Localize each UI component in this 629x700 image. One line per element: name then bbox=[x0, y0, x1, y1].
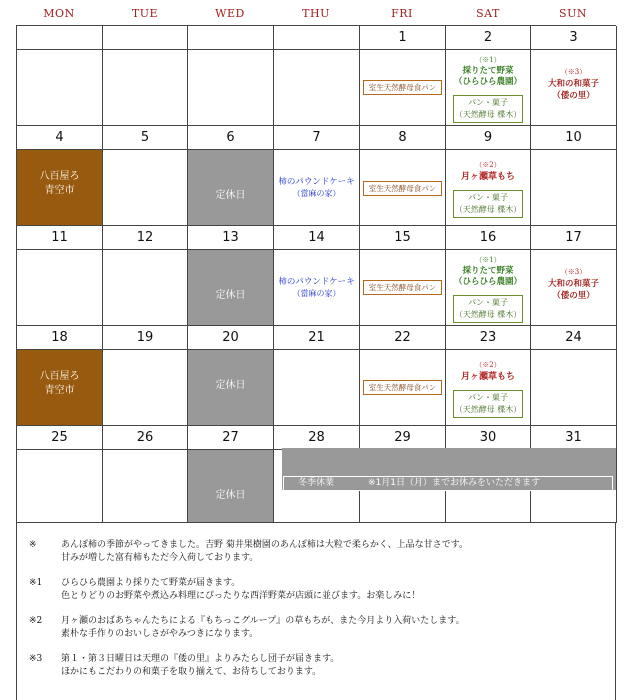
day-label: 22 bbox=[394, 330, 411, 345]
weekday-thu: THU bbox=[302, 7, 330, 20]
day-cell bbox=[17, 450, 103, 523]
day-label: 17 bbox=[565, 230, 582, 245]
note-line: ひらひら農園より採りたて野菜が届きます。 bbox=[61, 578, 241, 588]
day-number bbox=[188, 426, 274, 450]
day-label: 13 bbox=[222, 230, 239, 245]
weekday-mon: MON bbox=[43, 7, 75, 20]
day-label: 6 bbox=[226, 130, 235, 145]
day-number bbox=[531, 326, 617, 350]
note-mark: （※3） bbox=[560, 68, 587, 76]
day-number bbox=[103, 426, 188, 450]
day-cell bbox=[360, 250, 446, 326]
day-label: 28 bbox=[308, 430, 325, 445]
market-subtitle: 青空市 bbox=[44, 385, 75, 396]
day-number-empty bbox=[17, 26, 103, 50]
closed-cell bbox=[188, 350, 274, 426]
weekday-header bbox=[16, 0, 616, 24]
day-label: 29 bbox=[394, 430, 411, 445]
pan-event bbox=[453, 95, 523, 123]
day-cell bbox=[360, 350, 446, 426]
day-cell bbox=[531, 350, 617, 426]
note-mark: （※1） bbox=[475, 256, 501, 264]
notes-panel bbox=[16, 522, 616, 700]
day-number bbox=[103, 326, 188, 350]
note-line: 甘みが増した富有柿もただ今入荷しております。 bbox=[61, 553, 259, 563]
day-cell bbox=[446, 150, 531, 226]
pan-event bbox=[453, 390, 523, 418]
day-label: 11 bbox=[51, 230, 68, 245]
weekday-fri: FRI bbox=[391, 7, 413, 20]
day-number-empty bbox=[103, 26, 188, 50]
day-number bbox=[17, 226, 103, 250]
day-cell bbox=[360, 150, 446, 226]
mochi-event bbox=[446, 159, 530, 183]
day-cell bbox=[360, 50, 446, 126]
note-item bbox=[29, 539, 609, 565]
day-cell bbox=[531, 50, 617, 126]
day-label: 1 bbox=[398, 30, 407, 45]
day-cell bbox=[274, 350, 360, 426]
vegetable-source: （ひらひら農園） bbox=[453, 77, 522, 87]
day-number bbox=[360, 26, 446, 50]
pan-event bbox=[453, 190, 523, 218]
day-number bbox=[531, 426, 617, 450]
day-number bbox=[531, 126, 617, 150]
day-number bbox=[446, 426, 531, 450]
cake-source: （當麻の家） bbox=[292, 189, 341, 198]
pan-title: パン・菓子 bbox=[468, 393, 508, 402]
day-number bbox=[274, 126, 360, 150]
note-item bbox=[29, 577, 609, 603]
day-label: 3 bbox=[569, 30, 578, 45]
day-label: 21 bbox=[308, 330, 325, 345]
vegetable-event bbox=[446, 55, 530, 88]
day-number bbox=[274, 426, 360, 450]
closed-cell bbox=[188, 150, 274, 226]
day-label: 31 bbox=[565, 430, 582, 445]
closed-label: 定休日 bbox=[215, 380, 246, 391]
wagashi-title: 大和の和菓子 bbox=[547, 79, 599, 89]
day-number bbox=[360, 226, 446, 250]
market-title: 八百屋ろ bbox=[39, 171, 80, 182]
day-number bbox=[17, 326, 103, 350]
market-cell bbox=[17, 150, 103, 226]
day-number bbox=[360, 126, 446, 150]
day-label: 7 bbox=[312, 130, 321, 145]
day-number bbox=[531, 26, 617, 50]
weekday-tue: TUE bbox=[131, 7, 159, 20]
note-mark: ※2 bbox=[29, 616, 43, 626]
day-number bbox=[188, 226, 274, 250]
day-number-empty bbox=[188, 26, 274, 50]
day-cell bbox=[274, 50, 360, 126]
note-body bbox=[61, 539, 609, 565]
vegetable-title: 採りたて野菜 bbox=[462, 66, 514, 76]
bread-event: 室生天然酵母食パン bbox=[363, 380, 442, 395]
day-label: 10 bbox=[565, 130, 582, 145]
pan-source: （天然酵母 楪木） bbox=[454, 205, 522, 214]
day-label: 27 bbox=[222, 430, 239, 445]
pan-title: パン・菓子 bbox=[468, 98, 508, 107]
winter-closure-label: 冬季休業 bbox=[298, 478, 335, 488]
day-cell bbox=[188, 50, 274, 126]
note-mark: ※ bbox=[29, 540, 37, 550]
market-subtitle: 青空市 bbox=[44, 185, 75, 196]
weekday-wed: WED bbox=[215, 7, 245, 20]
bread-event: 室生天然酵母食パン bbox=[363, 181, 442, 196]
market-event bbox=[17, 370, 102, 398]
day-number-empty bbox=[274, 26, 360, 50]
note-mark: （※2） bbox=[475, 361, 501, 369]
day-label: 25 bbox=[51, 430, 68, 445]
pan-source: （天然酵母 楪木） bbox=[454, 405, 522, 414]
cake-title: 柿のパウンドケーキ bbox=[278, 177, 355, 187]
note-line: あんぽ柿の季節がやってきました。吉野 菊井果樹園のあんぽ柿は大粒で柔らかく、上品な甘さです。 bbox=[61, 540, 468, 550]
note-body bbox=[61, 653, 609, 679]
day-cell bbox=[446, 250, 531, 326]
day-label: 5 bbox=[140, 130, 150, 145]
day-number bbox=[103, 226, 188, 250]
day-cell bbox=[103, 50, 188, 126]
note-line: 月ヶ瀬のおばあちゃんたちによる『もちっこグループ』の草もちが、また今月より入荷いたします。 bbox=[61, 616, 465, 626]
pan-source: （天然酵母 楪木） bbox=[454, 310, 522, 319]
winter-closure-text: ※1月1日（月）までお休みをいただきます bbox=[368, 478, 540, 488]
day-cell bbox=[446, 350, 531, 426]
day-label: 16 bbox=[479, 230, 497, 245]
day-cell bbox=[103, 250, 188, 326]
wagashi-event bbox=[531, 66, 616, 102]
day-label: 9 bbox=[483, 130, 493, 145]
day-label: 30 bbox=[479, 430, 497, 445]
day-cell bbox=[446, 50, 531, 126]
note-mark: （※2） bbox=[475, 161, 501, 169]
note-line: 第１・第３日曜日は天理の『倭の里』よりみたらし団子が届きます。 bbox=[61, 654, 340, 664]
closed-cell bbox=[188, 450, 274, 523]
day-number bbox=[531, 226, 617, 250]
day-label: 23 bbox=[479, 330, 497, 345]
vegetable-title: 採りたて野菜 bbox=[462, 266, 514, 276]
day-cell bbox=[274, 150, 360, 226]
day-label: 8 bbox=[398, 130, 407, 145]
day-number bbox=[274, 326, 360, 350]
weekday-sat: SAT bbox=[476, 7, 500, 20]
day-number bbox=[17, 426, 103, 450]
day-number bbox=[188, 126, 274, 150]
note-line: 色とりどりのお野菜や煮込み料理にぴったりな西洋野菜が店頭に並びます。お楽しみに！ bbox=[61, 591, 421, 601]
pan-event bbox=[453, 295, 523, 323]
weekday-sun: SUN bbox=[559, 7, 587, 20]
market-title: 八百屋ろ bbox=[39, 371, 80, 382]
pan-title: パン・菓子 bbox=[468, 298, 508, 307]
day-number bbox=[446, 26, 531, 50]
note-line: ほかにもこだわりの和菓子を取り揃えて、お待ちしております。 bbox=[61, 667, 322, 677]
mochi-title: 月ヶ瀬草もち bbox=[460, 172, 515, 182]
note-mark: （※3） bbox=[560, 268, 587, 276]
day-number bbox=[274, 226, 360, 250]
closed-cell bbox=[188, 250, 274, 326]
day-cell bbox=[103, 450, 188, 523]
day-number bbox=[360, 326, 446, 350]
note-mark: （※1） bbox=[475, 56, 501, 64]
cake-source: （當麻の家） bbox=[292, 289, 341, 298]
day-label: 18 bbox=[51, 330, 68, 345]
market-cell bbox=[17, 350, 103, 426]
cake-title: 柿のパウンドケーキ bbox=[278, 277, 355, 287]
note-item bbox=[29, 615, 609, 641]
day-cell bbox=[103, 150, 188, 226]
note-mark: ※3 bbox=[29, 654, 43, 664]
day-number bbox=[103, 126, 188, 150]
note-line: 素朴な手作りのおいしさがやみつきになります。 bbox=[61, 629, 259, 639]
mochi-title: 月ヶ瀬草もち bbox=[460, 372, 515, 382]
bread-event: 室生天然酵母食パン bbox=[363, 280, 442, 295]
day-label: 2 bbox=[483, 30, 493, 45]
pan-source: （天然酵母 楪木） bbox=[454, 110, 522, 119]
day-cell bbox=[274, 250, 360, 326]
day-cell bbox=[531, 250, 617, 326]
note-body bbox=[61, 615, 609, 641]
closed-label: 定休日 bbox=[215, 490, 246, 501]
day-number bbox=[446, 126, 531, 150]
winter-closure-notice bbox=[283, 476, 613, 491]
day-number bbox=[17, 126, 103, 150]
wagashi-event bbox=[531, 266, 616, 302]
day-label: 14 bbox=[308, 230, 325, 245]
mochi-event bbox=[446, 359, 530, 383]
note-mark: ※1 bbox=[29, 578, 43, 588]
wagashi-source: （倭の里） bbox=[552, 91, 595, 101]
day-cell bbox=[17, 50, 103, 126]
day-number bbox=[446, 226, 531, 250]
day-cell bbox=[17, 250, 103, 326]
day-label: 24 bbox=[565, 330, 582, 345]
day-number bbox=[188, 326, 274, 350]
closed-label: 定休日 bbox=[215, 290, 246, 301]
day-label: 19 bbox=[136, 330, 154, 345]
note-body bbox=[61, 577, 609, 603]
cake-event bbox=[274, 176, 359, 200]
bread-event: 室生天然酵母食パン bbox=[363, 80, 442, 95]
day-label: 12 bbox=[136, 230, 154, 245]
day-number bbox=[446, 326, 531, 350]
note-item bbox=[29, 653, 609, 679]
vegetable-source: （ひらひら農園） bbox=[453, 277, 522, 287]
day-number bbox=[360, 426, 446, 450]
day-label: 4 bbox=[55, 130, 64, 145]
cake-event bbox=[274, 276, 359, 300]
vegetable-event bbox=[446, 255, 530, 288]
day-label: 26 bbox=[136, 430, 154, 445]
pan-title: パン・菓子 bbox=[468, 193, 508, 202]
closed-label: 定休日 bbox=[215, 190, 246, 201]
day-label: 20 bbox=[222, 330, 239, 345]
market-event bbox=[17, 170, 102, 198]
wagashi-source: （倭の里） bbox=[552, 291, 595, 301]
day-cell bbox=[103, 350, 188, 426]
day-cell bbox=[531, 150, 617, 226]
wagashi-title: 大和の和菓子 bbox=[547, 279, 599, 289]
day-label: 15 bbox=[394, 230, 411, 245]
